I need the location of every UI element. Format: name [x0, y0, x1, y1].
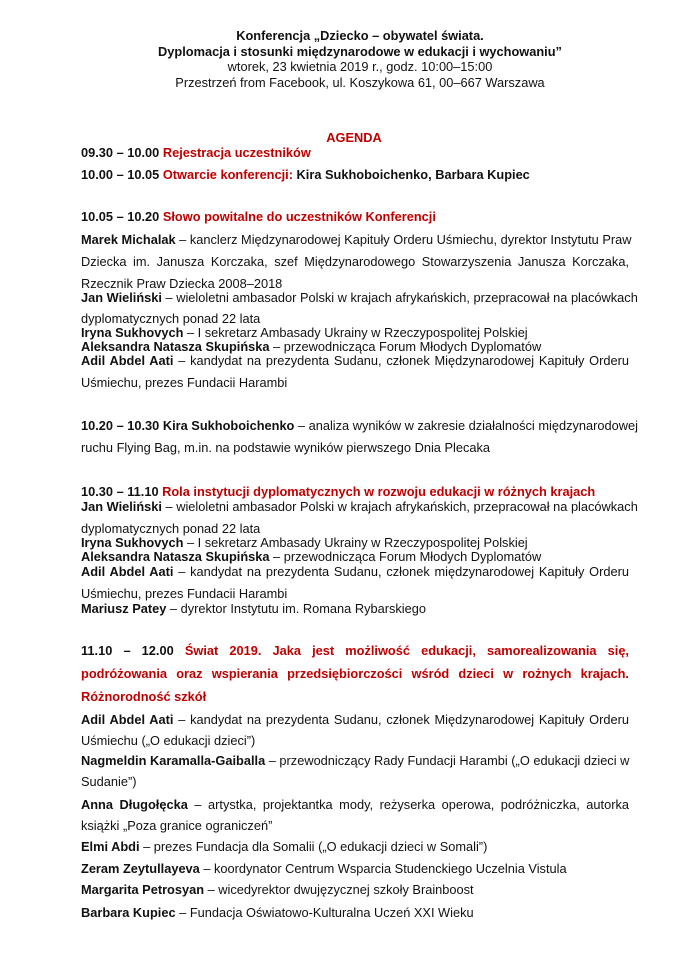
- speaker-name: Nagmeldin Karamalla-Gaiballa: [81, 753, 266, 768]
- speaker-michalak: [81, 232, 632, 247]
- speaker-kupiec: [81, 905, 629, 920]
- speaker-name: Marek Michalak: [81, 232, 176, 247]
- session-kira-analysis: [81, 418, 638, 433]
- speaker-wielinski-cont: dyplomatycznych ponad 22 lata: [81, 311, 261, 326]
- speaker-aati: [81, 712, 629, 727]
- speaker-role: – przewodnicząca Forum Młodych Dyplomatów: [269, 339, 542, 354]
- speaker-role: – koordynator Centrum Wsparcia Studenckiego Uczelnia Vistula: [199, 861, 567, 876]
- speaker-name: Mariusz Patey: [81, 601, 167, 616]
- speaker-name: Iryna Sukhovych: [81, 325, 184, 340]
- session-time: 10.30 – 11.10: [81, 484, 163, 499]
- speaker-role: – kandydat na prezydenta Sudanu, członek Międzynarodowej Kapituły Orderu: [173, 353, 629, 368]
- speaker-name: Barbara Kupiec: [81, 905, 176, 920]
- speaker-name: Anna Długołęcka: [81, 797, 188, 812]
- speaker-skupinska: [81, 549, 629, 564]
- speaker-role: – przewodnicząca Forum Młodych Dyplomatów: [269, 549, 542, 564]
- speaker-sukhovych: [81, 535, 629, 550]
- session-title: Rola instytucji dyplomatycznych w rozwoju edukacji w różnych krajach: [162, 484, 596, 499]
- speaker-name: Elmi Abdi: [81, 839, 140, 854]
- session-diplomatic-institutions: [81, 484, 629, 499]
- speaker-role: – kanclerz Międzynarodowej Kapituły Orderu Uśmiechu, dyrektor Instytutu Praw: [175, 232, 632, 247]
- speaker-aati: [81, 353, 629, 368]
- speaker-aati-cont: Uśmiechu, prezes Fundacii Harambi: [81, 375, 288, 390]
- session-title: Słowo powitalne do uczestników Konferencji: [162, 209, 436, 224]
- speaker-name: Aleksandra Natasza Skupińska: [81, 549, 270, 564]
- speaker-nagmeldin-cont: Sudanie”): [81, 774, 137, 789]
- speaker-dlugolecka-cont: książki „Poza granice ograniczeń”: [81, 818, 273, 833]
- session-opening: [81, 167, 629, 182]
- session-speakers: Kira Sukhoboichenko, Barbara Kupiec: [293, 167, 530, 182]
- speaker-zeytullayeva: [81, 861, 629, 876]
- speaker-name: Adil Abdel Aati: [81, 564, 174, 579]
- speaker-michalak-cont-2: Rzecznik Praw Dziecka 2008–2018: [81, 276, 283, 291]
- speaker-role: – wieloletni ambasador Polski w krajach afrykańskich, przepracował na placówkach: [161, 290, 638, 305]
- session-title: Świat 2019. Jaka jest możliwość edukacji, samorealizowania się,: [184, 643, 629, 658]
- speaker-role: – kandydat na prezydenta Sudanu, członek Międzynarodowej Kapituły Orderu: [173, 712, 629, 727]
- speaker-skupinska: [81, 339, 629, 354]
- speaker-aati-cont: Uśmiechu („O edukacji dzieci”): [81, 733, 256, 748]
- session-time: 09.30 – 10.00: [81, 145, 163, 160]
- agenda-title: AGENDA: [326, 130, 382, 145]
- session-time: 10.05 – 10.20: [81, 209, 163, 224]
- speaker-michalak-cont: Dziecka im. Janusza Korczaka, szef Międzynarodowego Stowarzyszenia Janusza Korczaka,: [81, 254, 629, 269]
- speaker-wielinski: [81, 290, 638, 305]
- session-title-cont-2: Różnorodność szkół: [81, 689, 207, 704]
- session-registration: [81, 145, 629, 160]
- speaker-role: – prezes Fundacja dla Somalii („O edukacji dzieci w Somali”): [139, 839, 488, 854]
- speaker-role: – I sekretarz Ambasady Ukrainy w Rzeczypospolitej Polskiej: [183, 535, 528, 550]
- header-title-line-2: Dyplomacja i stosunki międzynarodowe w edukacji i wychowaniu”: [158, 43, 562, 59]
- session-title-cont: podróżowania oraz wspierania przedsiębiorczości wśród dzieci w rożnych krajach.: [81, 666, 629, 681]
- speaker-name: Jan Wieliński: [81, 290, 162, 305]
- session-description: – analiza wyników w zakresie działalności międzynarodowej: [294, 418, 638, 433]
- speaker-role: – kandydat na prezydenta Sudanu, członek międzynarodowej Kapituły Orderu: [173, 564, 629, 579]
- speaker-role: – dyrektor Instytutu im. Romana Rybarskiego: [166, 601, 426, 616]
- speaker-role: – I sekretarz Ambasady Ukrainy w Rzeczypospolitej Polskiej: [183, 325, 528, 340]
- speaker-aati: [81, 564, 629, 579]
- speaker-wielinski: [81, 499, 638, 514]
- speaker-role: – wicedyrektor dwujęzycznej szkoły Brainboost: [204, 882, 474, 897]
- session-world-2019: [81, 643, 629, 658]
- speaker-name: Adil Abdel Aati: [81, 712, 174, 727]
- session-title: Rejestracja uczestników: [162, 145, 311, 160]
- speaker-role: – Fundacja Oświatowo-Kulturalna Uczeń XXI Wieku: [175, 905, 474, 920]
- session-welcome: [81, 209, 629, 224]
- speaker-sukhovych: [81, 325, 629, 340]
- speaker-patey: [81, 601, 629, 616]
- speaker-name: Iryna Sukhovych: [81, 535, 184, 550]
- speaker-aati-cont: Uśmiechu, prezes Fundacii Harambi: [81, 586, 288, 601]
- session-time: 10.00 – 10.05: [81, 167, 163, 182]
- header-venue: Przestrzeń from Facebook, ul. Koszykowa 61, 00–667 Warszawa: [175, 74, 545, 90]
- speaker-dlugolecka: [81, 797, 629, 812]
- session-time: 11.10 – 12.00: [81, 643, 185, 658]
- document-header: [140, 28, 580, 90]
- speaker-petrosyan: [81, 882, 629, 897]
- speaker-nagmeldin: [81, 753, 629, 768]
- speaker-wielinski-cont: dyplomatycznych ponad 22 lata: [81, 521, 261, 536]
- speaker-abdi: [81, 839, 629, 854]
- header-date: wtorek, 23 kwietnia 2019 r., godz. 10:00–15:00: [227, 59, 493, 74]
- speaker-role: – artystka, projektantka mody, reżyserka operowa, podróżniczka, autorka: [187, 797, 629, 812]
- speaker-name: Margarita Petrosyan: [81, 882, 205, 897]
- session-time-speaker: 10.20 – 10.30 Kira Sukhoboichenko: [81, 418, 295, 433]
- speaker-name: Adil Abdel Aati: [81, 353, 174, 368]
- speaker-name: Jan Wieliński: [81, 499, 162, 514]
- speaker-name: Zeram Zeytullayeva: [81, 861, 200, 876]
- session-kira-analysis-cont: ruchu Flying Bag, m.in. na podstawie wyników pierwszego Dnia Plecaka: [81, 440, 490, 455]
- speaker-role: – przewodniczący Rady Fundacji Harambi („O edukacji dzieci w: [265, 753, 630, 768]
- speaker-role: – wieloletni ambasador Polski w krajach afrykańskich, przepracował na placówkach: [161, 499, 638, 514]
- header-title-line-1: Konferencja „Dziecko – obywatel świata.: [236, 28, 484, 43]
- session-title: Otwarcie konferencji:: [162, 167, 293, 182]
- speaker-name: Aleksandra Natasza Skupińska: [81, 339, 270, 354]
